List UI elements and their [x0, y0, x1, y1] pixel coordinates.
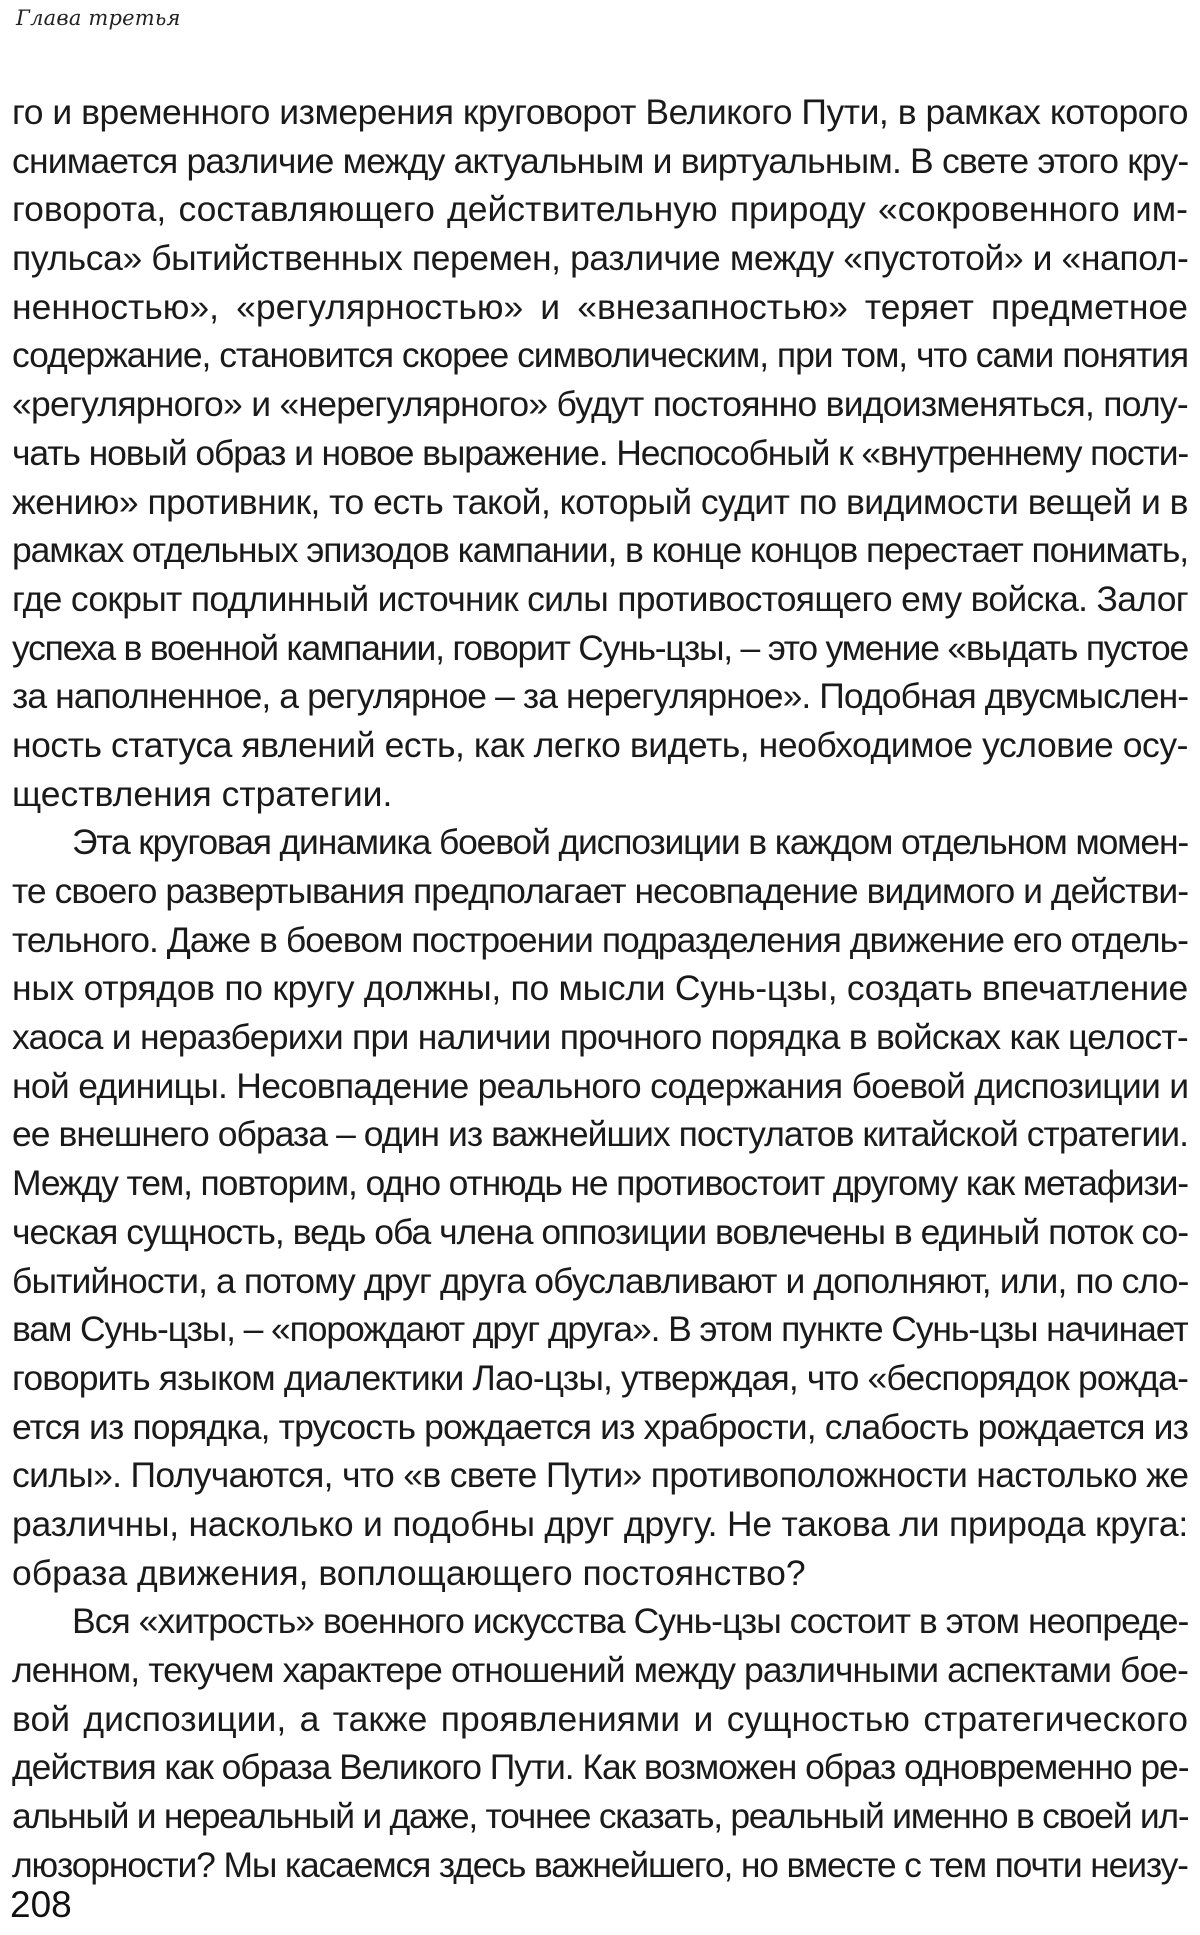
text-line: альный и нереальный и даже, точнее сказать, реальный именно в своей ил-	[12, 1796, 1188, 1837]
text-line: рамках отдельных эпизодов кампании, в конце концов перестает понимать,	[12, 530, 1188, 571]
text-line: силы». Получаются, что «в свете Пути» противоположности настолько же	[12, 1455, 1188, 1496]
text-line: те своего развертывания предполагает несовпадение видимого и действи-	[12, 871, 1188, 911]
text-line: различны, насколько и подобны друг другу. Не такова ли природа круга:	[12, 1503, 1188, 1544]
text-line: снимается различие между актуальным и виртуальным. В свете этого кру-	[12, 140, 1188, 181]
text-line: ненностью», «регулярностью» и «внезапностью» теряет предметное	[12, 286, 1188, 327]
text-line: ее внешнего образа – один из важнейших постулатов китайской стратегии.	[12, 1114, 1188, 1155]
paragraph	[12, 1597, 1188, 1889]
text-line: Вся «хитрость» военного искусства Сунь-цзы состоит в этом неопреде-	[72, 1601, 1188, 1642]
running-head: Глава третья	[16, 6, 181, 30]
text-line: пульса» бытийственных перемен, различие между «пустотой» и «напол-	[12, 238, 1188, 279]
text-line: люзорности? Мы касаемся здесь важнейшего, но вместе с тем почти неизу-	[12, 1844, 1188, 1885]
text-line: жению» противник, то есть такой, который судит по видимости вещей и в	[12, 481, 1188, 522]
text-line: где сокрыт подлинный источник силы противостоящего ему войска. Залог	[12, 578, 1188, 619]
text-line: «регулярного» и «нерегулярного» будут постоянно видоизменяться, полу-	[12, 384, 1188, 425]
text-line: ществления стратегии.	[12, 773, 393, 814]
text-line: Эта круговая динамика боевой диспозиции в каждом отдельном момен-	[72, 822, 1188, 863]
text-line: тельного. Даже в боевом построении подразделения движение его отдель-	[12, 919, 1188, 960]
text-line: ется из порядка, трусость рождается из храбрости, слабость рождается из	[12, 1406, 1188, 1447]
text-line: за наполненное, а регулярное – за нерегулярное». Подобная двусмыслен-	[12, 676, 1188, 717]
text-line: говорота, составляющего действительную природу «сокровенного им-	[12, 189, 1188, 230]
page-number: 208	[10, 1884, 72, 1925]
text-line: вам Сунь-цзы, – «порождают друг друга». В этом пункте Сунь-цзы начинает	[12, 1309, 1188, 1350]
text-line: успеха в военной кампании, говорит Сунь-цзы, – это умение «выдать пустое	[12, 627, 1188, 668]
text-line: Между тем, повторим, одно отнюдь не противостоит другому как метафизи-	[12, 1163, 1188, 1204]
text-line: содержание, становится скорее символическим, при том, что сами понятия	[12, 335, 1188, 376]
text-line: говорить языком диалектики Лао-цзы, утверждая, что «беспорядок рожда-	[12, 1357, 1188, 1398]
text-line: го и временного измерения круговорот Великого Пути, в рамках которого	[12, 92, 1188, 132]
text-line: ческая сущность, ведь оба члена оппозиции вовлечены в единый поток со-	[12, 1211, 1188, 1252]
paragraph	[12, 818, 1188, 1597]
body-text	[12, 88, 1188, 1889]
text-line: ность статуса явлений есть, как легко видеть, необходимое условие осу-	[12, 724, 1188, 765]
text-line: чать новый образ и новое выражение. Неспособный к «внутреннему пости-	[12, 432, 1188, 473]
text-line: вой диспозиции, а также проявлениями и сущностью стратегического	[12, 1698, 1188, 1739]
text-line: действия как образа Великого Пути. Как возможен образ одновременно ре-	[12, 1747, 1188, 1788]
text-line: бытийности, а потому друг друга обуславливают и дополняют, или, по сло-	[12, 1260, 1188, 1301]
text-line: ных отрядов по кругу должны, по мысли Сунь-цзы, создать впечатление	[12, 968, 1188, 1009]
text-line: образа движения, воплощающего постоянство?	[12, 1552, 806, 1593]
text-line: ленном, текучем характере отношений между различными аспектами бое-	[12, 1650, 1188, 1690]
text-line: хаоса и неразберихи при наличии прочного порядка в войсках как целост-	[12, 1017, 1188, 1058]
paragraph	[12, 88, 1188, 818]
text-line: ной единицы. Несовпадение реального содержания боевой диспозиции и	[12, 1065, 1188, 1106]
